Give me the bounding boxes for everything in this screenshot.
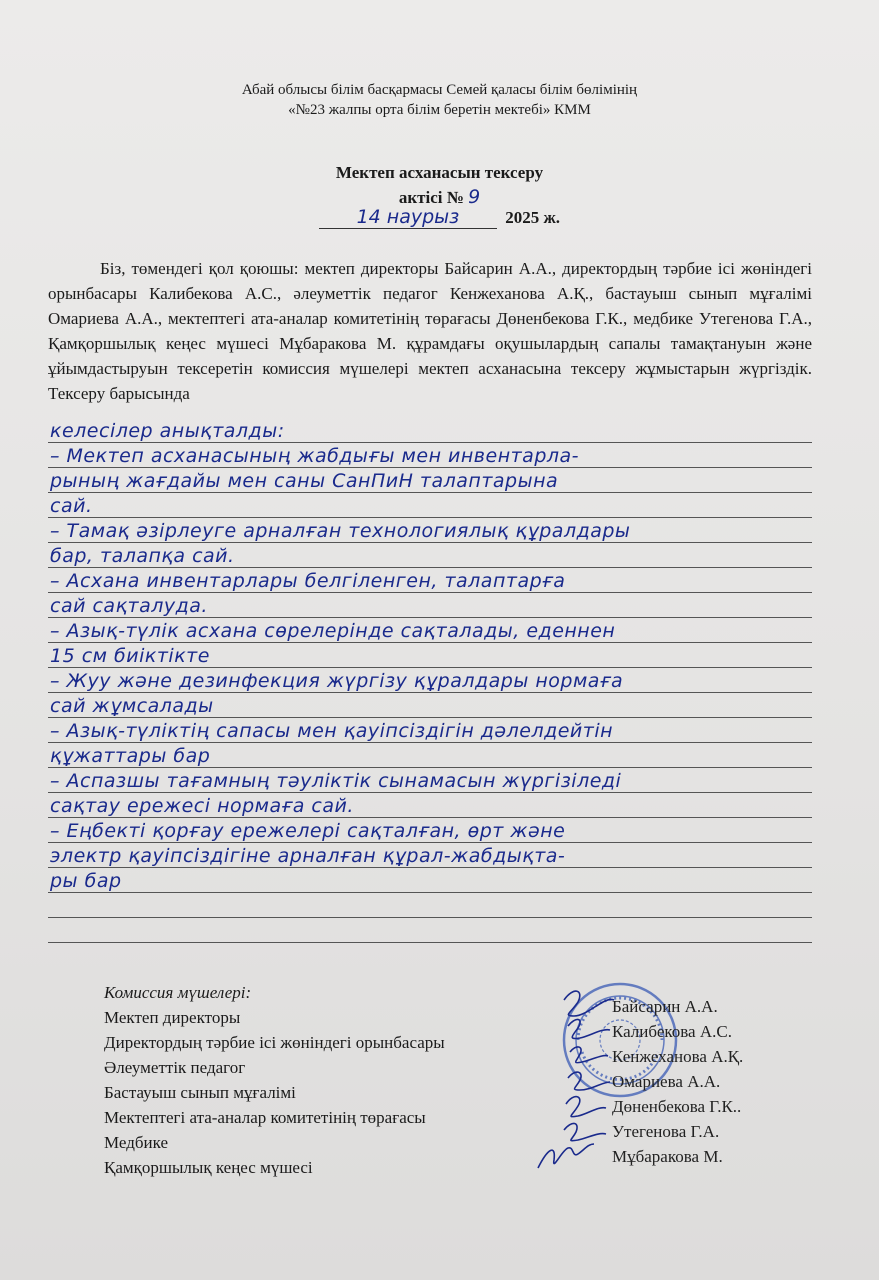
intro-text: Біз, төмендегі қол қоюшы: мектеп директоры Байсарин А.А., директордың тәрбие ісі жөніндегі орынбасары Калибекова А.С., әлеуметтік педагог Кенжеханова А.Қ., бастауыш сынып мұғалімі Омариева А.А., мектептегі ата-аналар комитетінің төрағасы Дөненбекова Г.К., медбике Утегенова Г.А., Қамқоршылық кеңес мүшесі Мұбаракова М. құрамдағы оқушылардың сапалы тамақтануын және ұйымдастыруын тексеретін комиссия мүшелері мектеп асханасына тексеру жұмыстарын жүргіздік. Тексеру барысында <box>48 259 812 403</box>
ruled-line <box>48 517 812 518</box>
ruled-line <box>48 867 812 868</box>
ruled-line <box>48 642 812 643</box>
member-name: Дөненбекова Г.К.. <box>612 1097 742 1116</box>
ruled-line <box>48 592 812 593</box>
ruled-line <box>48 942 812 943</box>
ruled-line <box>48 492 812 493</box>
role-item: Қамқоршылық кеңес мүшесі <box>104 1158 313 1177</box>
finding-line: құжаттары бар <box>50 745 211 767</box>
ruled-line <box>48 792 812 793</box>
act-number: 9 <box>468 186 481 208</box>
role-item: Медбике <box>104 1133 168 1152</box>
commission-label: Комиссия мүшелері: <box>104 983 252 1002</box>
role-item: Бастауыш сынып мұғалімі <box>104 1083 296 1102</box>
member-name: Байсарин А.А. <box>612 997 718 1016</box>
member-name: Кенжеханова А.Қ. <box>612 1047 744 1066</box>
ruled-line <box>48 892 812 893</box>
commission-names <box>612 994 743 1169</box>
act-date <box>0 206 879 229</box>
ruled-line <box>48 467 812 468</box>
ruled-line <box>48 742 812 743</box>
finding-line: ры бар <box>50 870 122 892</box>
finding-line: – Еңбекті қорғау ережелері сақталған, өрт және <box>50 820 566 842</box>
finding-line: – Азық-түліктің сапасы мен қауіпсіздігін дәлелдейтін <box>50 720 614 742</box>
ruled-line <box>48 917 812 918</box>
ruled-line <box>48 542 812 543</box>
member-name: Утегенова Г.А. <box>612 1122 720 1141</box>
finding-line: – Мектеп асханасының жабдығы мен инвентарла- <box>50 445 580 467</box>
role-item: Әлеуметтік педагог <box>104 1058 246 1077</box>
ruled-line <box>48 717 812 718</box>
date-year: 2025 ж. <box>505 208 561 227</box>
signatures <box>524 980 624 1180</box>
finding-line: келесілер анықталды: <box>50 420 285 442</box>
finding-line: – Жуу және дезинфекция жүргізу құралдары нормаға <box>50 670 624 692</box>
finding-line: – Аспазшы тағамның тәуліктік сынамасын жүргізіледі <box>50 770 622 792</box>
member-name: Омариева А.А. <box>612 1072 721 1091</box>
date-handwritten: 14 наурыз <box>319 206 497 229</box>
commission-roles <box>104 980 445 1180</box>
finding-line: – Тамақ әзірлеуге арналған технологиялық құралдары <box>50 520 631 542</box>
ruled-line <box>48 767 812 768</box>
role-item: Мектептегі ата-аналар комитетінің төрағасы <box>104 1108 426 1127</box>
finding-line: сай жұмсалады <box>50 695 214 717</box>
act-number-line <box>0 186 879 208</box>
role-item: Директордың тәрбие ісі жөніндегі орынбасары <box>104 1033 445 1052</box>
finding-line: сай. <box>50 495 93 517</box>
member-name: Калибекова А.С. <box>612 1022 732 1041</box>
role-item: Мектеп директоры <box>104 1008 241 1027</box>
header-line-1: Абай облысы білім басқармасы Семей қаласы білім бөлімінің <box>241 82 638 98</box>
ruled-line <box>48 617 812 618</box>
finding-line: электр қауіпсіздігіне арналған құрал-жабдықта- <box>50 845 566 867</box>
intro-paragraph <box>48 256 812 406</box>
ruled-line <box>48 817 812 818</box>
act-title: Мектеп асханасын тексеру <box>335 163 544 182</box>
header-line-2: «№23 жалпы орта білім беретін мектебі» КММ <box>288 102 591 118</box>
member-name: Мұбаракова М. <box>612 1147 723 1166</box>
finding-line: сай сақталуда. <box>50 595 208 617</box>
finding-line: бар, талапқа сай. <box>50 545 235 567</box>
ruled-line <box>48 567 812 568</box>
finding-line: – Азық-түлік асхана сөрелерінде сақталады, еденнен <box>50 620 616 642</box>
ruled-line <box>48 667 812 668</box>
finding-line: сақтау ережесі нормаға сай. <box>50 795 354 817</box>
finding-line: 15 см биіктікте <box>50 645 210 667</box>
finding-line: – Асхана инвентарлары белгіленген, талаптарға <box>50 570 566 592</box>
ruled-line <box>48 692 812 693</box>
ruled-line <box>48 842 812 843</box>
ruled-line <box>48 442 812 443</box>
act-number-label: актісі № <box>398 188 464 207</box>
finding-line: рының жағдайы мен саны СанПиН талаптарына <box>50 470 559 492</box>
